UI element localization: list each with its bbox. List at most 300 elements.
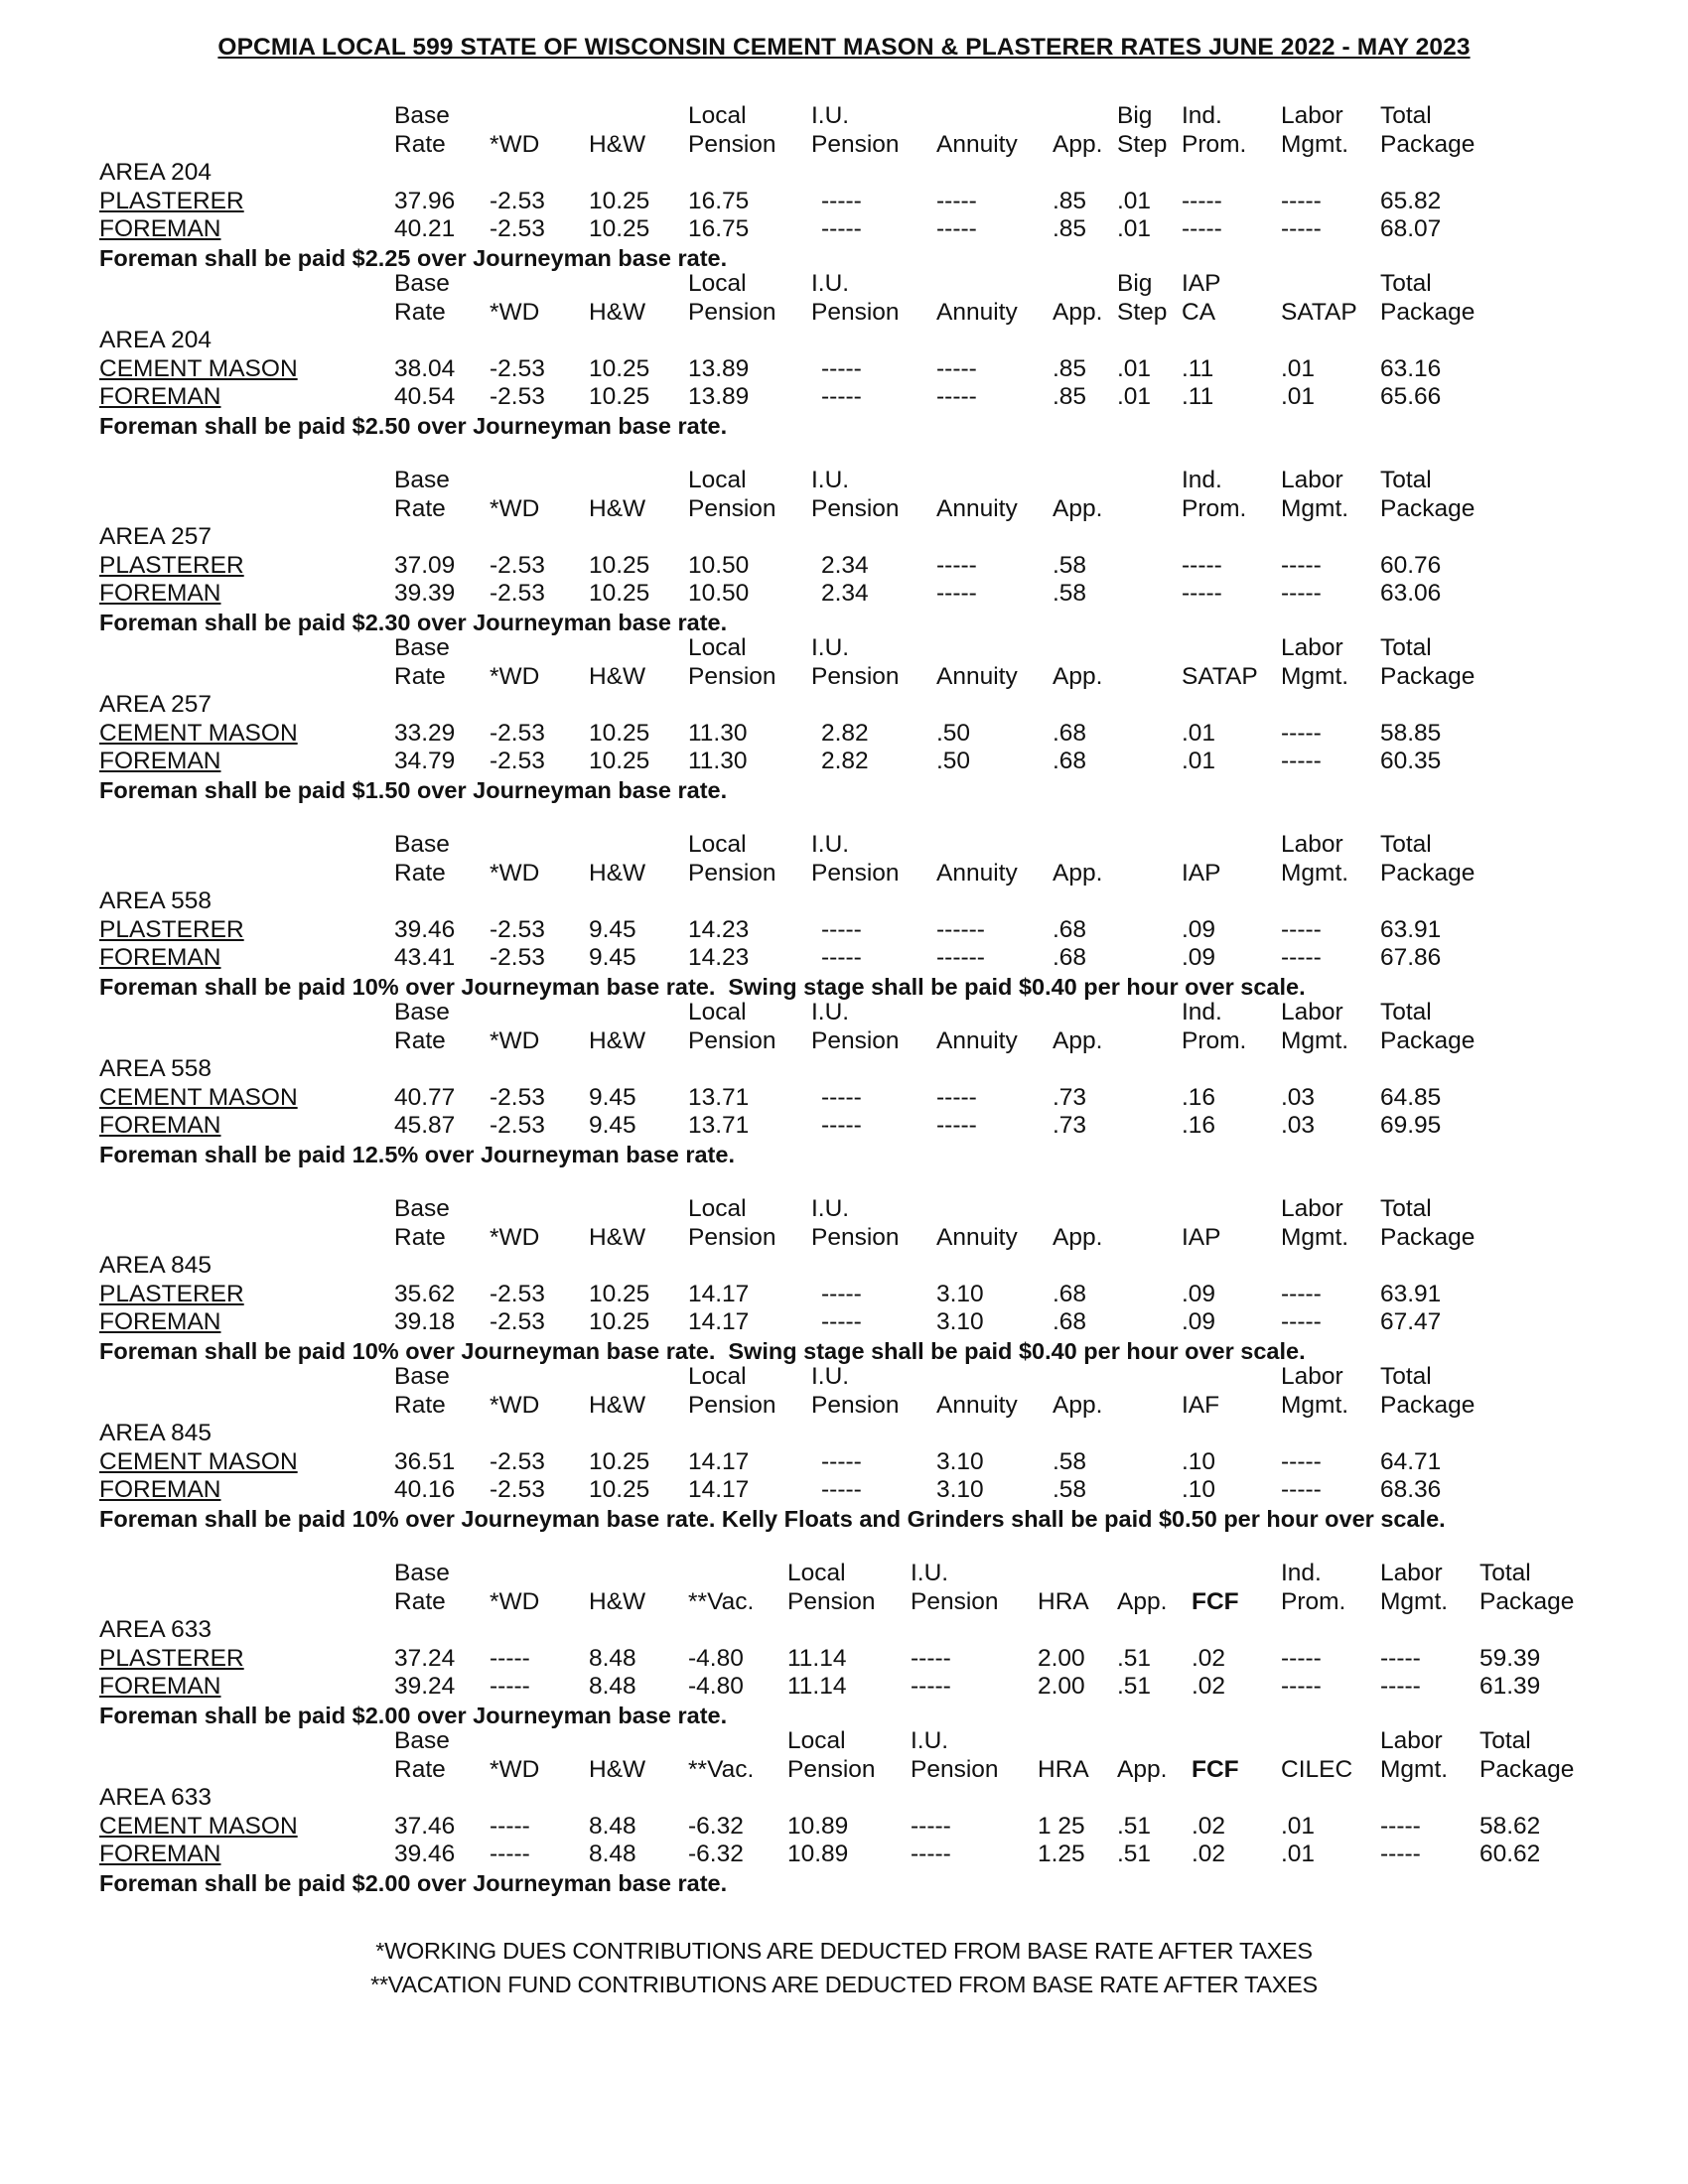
table-cell: 11.30 (688, 748, 748, 774)
table-cell: 9.45 (589, 944, 636, 971)
column-header: IAP (1182, 270, 1221, 297)
table-cell: 59.39 (1479, 1644, 1541, 1672)
table-cell: 10.25 (589, 748, 650, 774)
column-header: Local (688, 467, 747, 493)
column-header: App. (1053, 859, 1103, 887)
column-header: Rate (394, 1391, 446, 1419)
column-header: I.U. (811, 270, 850, 297)
table-cell: ----- (936, 580, 977, 607)
table-cell: .01 (1182, 748, 1216, 774)
foreman-note: Foreman shall be paid 10% over Journeyman base rate. Swing stage shall be paid $0.40 per hour over scale. (99, 1337, 1306, 1364)
table-cell: ----- (936, 187, 977, 214)
column-header: Labor (1281, 999, 1343, 1025)
column-header: Local (688, 270, 747, 297)
table-cell: ----- (936, 551, 977, 579)
table-cell: 10.89 (787, 1812, 849, 1840)
column-header: Rate (394, 494, 446, 522)
table-cell: ----- (1182, 215, 1222, 242)
column-header: Base (394, 1560, 450, 1586)
column-header: Pension (811, 1391, 900, 1419)
column-header: Total (1479, 1727, 1531, 1754)
table-cell: 64.85 (1380, 1083, 1442, 1111)
table-cell: 10.25 (589, 187, 650, 214)
table-cell: ----- (1281, 1644, 1322, 1672)
table-cell: 11.14 (787, 1644, 847, 1672)
table-cell: ----- (936, 354, 977, 382)
column-header: Big (1117, 270, 1153, 297)
table-cell: 39.39 (394, 580, 456, 607)
table-cell: 14.23 (688, 915, 750, 943)
area-label: AREA 558 (99, 1055, 212, 1082)
column-header: Pension (688, 662, 776, 690)
table-cell: 68.36 (1380, 1476, 1442, 1503)
column-header: Annuity (936, 662, 1018, 690)
trade-label: FOREMAN (99, 748, 221, 774)
table-cell: .02 (1192, 1841, 1226, 1867)
trade-label: CEMENT MASON (99, 1447, 298, 1475)
table-cell: .16 (1182, 1083, 1216, 1111)
foreman-note: Foreman shall be paid $2.30 over Journeyman base rate. (99, 609, 728, 635)
table-cell: -4.80 (688, 1673, 744, 1700)
trade-label: FOREMAN (99, 1673, 221, 1700)
table-cell: 35.62 (394, 1280, 456, 1307)
column-header: Mgmt. (1281, 1223, 1349, 1251)
table-cell: ----- (1281, 748, 1322, 774)
column-header: Rate (394, 298, 446, 326)
trade-label: FOREMAN (99, 1308, 221, 1335)
column-header: Local (787, 1560, 846, 1586)
area-label: AREA 633 (99, 1784, 212, 1811)
column-header: Annuity (936, 1223, 1018, 1251)
table-cell: -2.53 (490, 354, 545, 382)
table-cell: 37.09 (394, 551, 456, 579)
column-header: App. (1117, 1587, 1168, 1615)
table-cell: -2.53 (490, 1280, 545, 1307)
table-cell: ----- (1182, 551, 1222, 579)
column-header: Pension (811, 494, 900, 522)
column-header: CILEC (1281, 1755, 1353, 1783)
table-cell: .09 (1182, 944, 1216, 971)
table-cell: ----- (911, 1841, 951, 1867)
table-cell: -2.53 (490, 1476, 545, 1503)
table-cell: 10.25 (589, 383, 650, 410)
table-cell: .58 (1053, 580, 1087, 607)
table-cell: ------ (936, 944, 985, 971)
table-cell: ----- (821, 383, 862, 410)
table-cell: ----- (821, 944, 862, 971)
table-cell: -2.53 (490, 1083, 545, 1111)
trade-label: FOREMAN (99, 1112, 221, 1139)
table-cell: 14.17 (688, 1447, 750, 1475)
table-cell: 8.48 (589, 1841, 636, 1867)
foreman-note: Foreman shall be paid 10% over Journeyman base rate. Kelly Floats and Grinders shall be paid $0.50 per hour over scale. (99, 1505, 1446, 1532)
table-cell: 13.71 (688, 1083, 750, 1111)
column-header: I.U. (811, 1195, 850, 1222)
column-header: H&W (589, 1026, 646, 1054)
table-cell: 3.10 (936, 1280, 984, 1307)
table-cell: .09 (1182, 1308, 1216, 1335)
column-header: Pension (811, 130, 900, 158)
table-cell: ----- (490, 1644, 530, 1672)
table-cell: 3.10 (936, 1308, 984, 1335)
column-header: Labor (1380, 1560, 1443, 1586)
column-header: Package (1380, 494, 1476, 522)
table-cell: 63.06 (1380, 580, 1442, 607)
table-cell: .85 (1053, 215, 1087, 242)
column-header: Labor (1281, 102, 1343, 129)
area-label: AREA 257 (99, 523, 212, 550)
table-cell: 14.23 (688, 944, 750, 971)
table-cell: -2.53 (490, 915, 545, 943)
column-header: H&W (589, 1223, 646, 1251)
table-cell: 33.29 (394, 719, 456, 747)
table-cell: .01 (1182, 719, 1216, 747)
table-cell: .09 (1182, 915, 1216, 943)
column-header: Mgmt. (1281, 494, 1349, 522)
table-cell: 10.25 (589, 719, 650, 747)
table-cell: 58.62 (1479, 1812, 1541, 1840)
column-header: App. (1053, 662, 1103, 690)
table-cell: ----- (911, 1812, 951, 1840)
table-cell: ----- (821, 1083, 862, 1111)
table-cell: ----- (821, 1476, 862, 1503)
table-cell: 9.45 (589, 1083, 636, 1111)
table-cell: 36.51 (394, 1447, 456, 1475)
table-cell: ----- (490, 1841, 530, 1867)
column-header: Mgmt. (1281, 1391, 1349, 1419)
column-header: Total (1380, 634, 1432, 661)
column-header: IAP (1182, 859, 1221, 887)
table-cell: 34.79 (394, 748, 456, 774)
column-header: Local (688, 102, 747, 129)
foreman-note: Foreman shall be paid $2.50 over Journeyman base rate. (99, 412, 728, 439)
trade-label: PLASTERER (99, 1280, 244, 1307)
table-cell: ----- (911, 1644, 951, 1672)
trade-label: PLASTERER (99, 915, 244, 943)
table-cell: .16 (1182, 1112, 1216, 1139)
column-header: Total (1380, 270, 1432, 297)
table-cell: .73 (1053, 1112, 1087, 1139)
column-header: App. (1053, 494, 1103, 522)
table-cell: .10 (1182, 1476, 1216, 1503)
column-header: Pension (811, 1026, 900, 1054)
table-cell: 14.17 (688, 1308, 750, 1335)
table-cell: 11.14 (787, 1673, 847, 1700)
column-header: Package (1380, 1223, 1476, 1251)
table-cell: -2.53 (490, 719, 545, 747)
table-cell: ----- (1281, 187, 1322, 214)
table-cell: -2.53 (490, 1308, 545, 1335)
table-cell: ----- (1281, 719, 1322, 747)
trade-label: PLASTERER (99, 187, 244, 214)
trade-label: FOREMAN (99, 383, 221, 410)
table-cell: ----- (821, 1447, 862, 1475)
table-cell: 10.25 (589, 1280, 650, 1307)
table-cell: .51 (1117, 1644, 1152, 1672)
table-cell: ----- (1281, 1447, 1322, 1475)
column-header: Ind. (1182, 999, 1222, 1025)
table-cell: 39.24 (394, 1673, 456, 1700)
column-header: Rate (394, 1026, 446, 1054)
foreman-note: Foreman shall be paid 12.5% over Journeyman base rate. (99, 1141, 735, 1167)
table-cell: ----- (1281, 915, 1322, 943)
table-cell: 60.76 (1380, 551, 1442, 579)
column-header: SATAP (1182, 662, 1258, 690)
table-cell: 2.00 (1038, 1644, 1085, 1672)
table-cell: .50 (936, 719, 971, 747)
column-header: Mgmt. (1281, 662, 1349, 690)
table-cell: -2.53 (490, 1447, 545, 1475)
column-header: Mgmt. (1380, 1587, 1449, 1615)
table-cell: 60.62 (1479, 1841, 1541, 1867)
table-cell: 8.48 (589, 1812, 636, 1840)
trade-label: FOREMAN (99, 1841, 221, 1867)
column-header: Pension (688, 1391, 776, 1419)
column-header: Pension (688, 130, 776, 158)
table-cell: .68 (1053, 1308, 1087, 1335)
column-header: Labor (1281, 831, 1343, 858)
table-cell: ----- (821, 215, 862, 242)
table-cell: 10.25 (589, 580, 650, 607)
column-header: Total (1380, 999, 1432, 1025)
table-cell: 1 25 (1038, 1812, 1085, 1840)
table-cell: .51 (1117, 1841, 1152, 1867)
column-header: H&W (589, 494, 646, 522)
table-cell: 37.46 (394, 1812, 456, 1840)
column-header: Pension (787, 1755, 876, 1783)
table-cell: 9.45 (589, 915, 636, 943)
table-cell: 10.25 (589, 1308, 650, 1335)
column-header: Local (688, 634, 747, 661)
table-cell: ----- (1281, 551, 1322, 579)
table-cell: 10.50 (688, 580, 750, 607)
table-cell: ----- (1380, 1644, 1421, 1672)
table-cell: ----- (821, 354, 862, 382)
column-header: I.U. (911, 1727, 949, 1754)
table-cell: .09 (1182, 1280, 1216, 1307)
table-cell: 3.10 (936, 1447, 984, 1475)
table-cell: ----- (936, 1112, 977, 1139)
table-cell: .02 (1192, 1812, 1226, 1840)
column-header: I.U. (811, 831, 850, 858)
area-label: AREA 257 (99, 691, 212, 718)
column-header: Local (688, 831, 747, 858)
table-cell: 10.50 (688, 551, 750, 579)
column-header: H&W (589, 1587, 646, 1615)
column-header: Total (1380, 467, 1432, 493)
table-cell: ----- (821, 1308, 862, 1335)
column-header: Base (394, 634, 450, 661)
table-cell: .01 (1117, 215, 1152, 242)
column-header: Annuity (936, 1026, 1018, 1054)
table-cell: .01 (1117, 187, 1152, 214)
table-cell: ----- (1281, 944, 1322, 971)
column-header: Rate (394, 1755, 446, 1783)
table-cell: 2.82 (821, 748, 869, 774)
column-header: Ind. (1281, 1560, 1322, 1586)
column-header: H&W (589, 298, 646, 326)
column-header: Labor (1281, 467, 1343, 493)
table-cell: .68 (1053, 1280, 1087, 1307)
column-header: App. (1053, 1223, 1103, 1251)
footnote-vacation-fund: **VACATION FUND CONTRIBUTIONS ARE DEDUCTED FROM BASE RATE AFTER TAXES (370, 1972, 1318, 1997)
table-cell: 39.46 (394, 1841, 456, 1867)
column-header: Package (1380, 130, 1476, 158)
column-header: App. (1117, 1755, 1168, 1783)
table-cell: ----- (821, 187, 862, 214)
column-header: Mgmt. (1380, 1755, 1449, 1783)
column-header: **Vac. (688, 1755, 755, 1783)
column-header: Mgmt. (1281, 130, 1349, 158)
column-header: App. (1053, 298, 1103, 326)
table-cell: ------ (936, 915, 985, 943)
table-cell: .68 (1053, 719, 1087, 747)
table-cell: ----- (490, 1812, 530, 1840)
column-header: Package (1479, 1587, 1575, 1615)
column-header: Annuity (936, 859, 1018, 887)
column-header: *WD (490, 859, 540, 887)
table-cell: -4.80 (688, 1644, 744, 1672)
table-cell: .51 (1117, 1812, 1152, 1840)
table-cell: 3.10 (936, 1476, 984, 1503)
column-header: Annuity (936, 130, 1018, 158)
table-cell: 10.25 (589, 1476, 650, 1503)
column-header: App. (1053, 1391, 1103, 1419)
table-cell: ----- (1182, 187, 1222, 214)
table-cell: 2.82 (821, 719, 869, 747)
table-cell: -2.53 (490, 551, 545, 579)
column-header: Pension (688, 1026, 776, 1054)
column-header: I.U. (811, 467, 850, 493)
column-header: H&W (589, 130, 646, 158)
column-header: Pension (911, 1587, 999, 1615)
column-header: Rate (394, 662, 446, 690)
table-cell: ----- (821, 1112, 862, 1139)
column-header: Package (1380, 1026, 1476, 1054)
column-header: Prom. (1182, 494, 1247, 522)
table-cell: .01 (1281, 354, 1316, 382)
column-header: Rate (394, 859, 446, 887)
column-header: IAF (1182, 1391, 1220, 1419)
table-cell: ----- (1281, 1673, 1322, 1700)
column-header: Rate (394, 1223, 446, 1251)
table-cell: .01 (1117, 354, 1152, 382)
table-cell: 65.66 (1380, 383, 1442, 410)
column-header: Total (1380, 1195, 1432, 1222)
table-cell: -2.53 (490, 215, 545, 242)
column-header: Pension (811, 859, 900, 887)
table-cell: -2.53 (490, 944, 545, 971)
table-cell: 39.18 (394, 1308, 456, 1335)
column-header: Local (688, 1195, 747, 1222)
column-header: Total (1380, 1363, 1432, 1390)
column-header: *WD (490, 298, 540, 326)
column-header: HRA (1038, 1587, 1089, 1615)
table-cell: ----- (1380, 1841, 1421, 1867)
table-cell: .58 (1053, 1447, 1087, 1475)
column-header: Prom. (1281, 1587, 1346, 1615)
column-header: Pension (811, 298, 900, 326)
table-cell: .02 (1192, 1644, 1226, 1672)
column-header: H&W (589, 859, 646, 887)
column-header: Pension (811, 662, 900, 690)
column-header: Total (1479, 1560, 1531, 1586)
table-cell: .51 (1117, 1673, 1152, 1700)
column-header: I.U. (811, 1363, 850, 1390)
table-cell: 9.45 (589, 1112, 636, 1139)
table-cell: ----- (936, 215, 977, 242)
column-header: Prom. (1182, 130, 1247, 158)
area-label: AREA 204 (99, 327, 212, 353)
table-cell: 10.25 (589, 551, 650, 579)
table-cell: .10 (1182, 1447, 1216, 1475)
trade-label: FOREMAN (99, 1476, 221, 1503)
table-cell: -2.53 (490, 187, 545, 214)
table-cell: 67.47 (1380, 1308, 1442, 1335)
table-cell: 16.75 (688, 187, 750, 214)
table-cell: .03 (1281, 1112, 1316, 1139)
column-header: Package (1380, 1391, 1476, 1419)
column-header: Package (1380, 298, 1476, 326)
column-header: Mgmt. (1281, 1026, 1349, 1054)
column-header: Pension (911, 1755, 999, 1783)
column-header: Pension (688, 494, 776, 522)
column-header: H&W (589, 1755, 646, 1783)
column-header: Base (394, 1195, 450, 1222)
table-cell: 2.34 (821, 580, 869, 607)
column-header: Ind. (1182, 467, 1222, 493)
table-cell: .50 (936, 748, 971, 774)
column-header: Total (1380, 831, 1432, 858)
table-cell: .73 (1053, 1083, 1087, 1111)
table-cell: ----- (1281, 1476, 1322, 1503)
column-header: H&W (589, 662, 646, 690)
table-cell: .01 (1281, 1841, 1316, 1867)
area-label: AREA 558 (99, 887, 212, 914)
column-header: Rate (394, 130, 446, 158)
column-header: Local (787, 1727, 846, 1754)
table-cell: 14.17 (688, 1280, 750, 1307)
column-header: Base (394, 831, 450, 858)
table-cell: ----- (1281, 1308, 1322, 1335)
table-cell: -2.53 (490, 1112, 545, 1139)
table-cell: 63.91 (1380, 915, 1442, 943)
area-label: AREA 204 (99, 159, 212, 186)
table-cell: 2.00 (1038, 1673, 1085, 1700)
table-cell: .03 (1281, 1083, 1316, 1111)
column-header: Annuity (936, 1391, 1018, 1419)
column-header: H&W (589, 1391, 646, 1419)
table-cell: 8.48 (589, 1644, 636, 1672)
column-header: Pension (787, 1587, 876, 1615)
column-header: Mgmt. (1281, 859, 1349, 887)
column-header: Rate (394, 1587, 446, 1615)
table-cell: 13.89 (688, 383, 750, 410)
table-cell: -2.53 (490, 580, 545, 607)
table-cell: .58 (1053, 1476, 1087, 1503)
column-header: Local (688, 1363, 747, 1390)
column-header: Labor (1281, 1363, 1343, 1390)
column-header: Annuity (936, 298, 1018, 326)
column-header: Local (688, 999, 747, 1025)
table-cell: 13.71 (688, 1112, 750, 1139)
trade-label: CEMENT MASON (99, 1812, 298, 1840)
column-header: Step (1117, 130, 1168, 158)
table-cell: 63.91 (1380, 1280, 1442, 1307)
table-cell: 45.87 (394, 1112, 456, 1139)
table-cell: 69.95 (1380, 1112, 1442, 1139)
table-cell: 10.89 (787, 1841, 849, 1867)
